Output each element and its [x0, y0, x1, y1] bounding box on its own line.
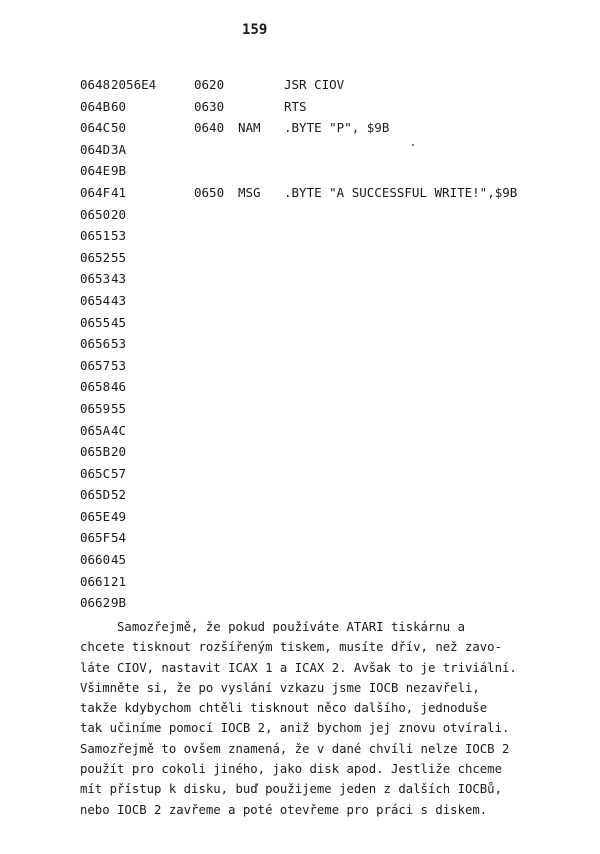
listing-line — [80, 268, 580, 290]
hex-bytes: 45 — [111, 552, 127, 568]
assembly-listing — [80, 74, 580, 614]
source-instruction: .BYTE "A SUCCESSFUL WRITE!",$9B — [284, 184, 518, 200]
listing-line — [80, 376, 580, 398]
listing-line — [80, 355, 580, 377]
memory-address: 065E — [80, 508, 111, 524]
listing-line — [80, 333, 580, 355]
source-line-number: 0640 — [194, 120, 225, 136]
listing-line — [80, 398, 580, 420]
listing-line — [80, 527, 580, 549]
listing-line — [80, 182, 580, 204]
paragraph-line: mít přístup k disku, buď použijeme jeden z dalších IOCBů, — [80, 782, 502, 797]
hex-bytes: 55 — [111, 400, 127, 416]
paragraph-line: láte CIOV, nastavit ICAX 1 a ICAX 2. Avšak to je triviální. — [80, 660, 517, 675]
listing-line — [80, 592, 580, 614]
hex-bytes: 50 — [111, 120, 127, 136]
source-instruction: RTS — [284, 98, 307, 114]
hex-bytes: 43 — [111, 271, 127, 287]
hex-bytes: 9B — [111, 595, 127, 611]
listing-line — [80, 290, 580, 312]
memory-address: 065D — [80, 487, 111, 503]
source-line-number: 0650 — [194, 184, 225, 200]
paragraph-line: tak učiníme pomocí IOCB 2, aniž bychom jej znovu otvírali. — [80, 721, 510, 736]
paragraph-line: Samozřejmě, že pokud používáte ATARI tiskárnu a — [80, 620, 465, 634]
listing-line — [80, 74, 580, 96]
listing-line — [80, 571, 580, 593]
memory-address: 065F — [80, 530, 111, 546]
source-line-number: 0630 — [194, 98, 225, 114]
hex-bytes: 53 — [111, 357, 127, 373]
hex-bytes: 3A — [111, 141, 127, 157]
hex-bytes: 46 — [111, 379, 127, 395]
listing-line — [80, 484, 580, 506]
listing-line — [80, 549, 580, 571]
listing-line — [80, 247, 580, 269]
listing-line — [80, 463, 580, 485]
hex-bytes: 2056E4 — [111, 77, 157, 92]
memory-address: 0650 — [80, 206, 111, 222]
paragraph-line: nebo IOCB 2 zavřeme a poté otevřeme pro práci s diskem. — [80, 802, 488, 817]
hex-bytes: 20 — [111, 206, 127, 222]
hex-bytes: 20 — [111, 444, 127, 460]
memory-address: 0660 — [80, 552, 111, 568]
memory-address: 0653 — [80, 271, 111, 287]
memory-address: 0658 — [80, 379, 111, 395]
hex-bytes: 52 — [111, 487, 127, 503]
memory-address: 0662 — [80, 595, 111, 611]
body-paragraph — [80, 617, 580, 820]
hex-bytes: 49 — [111, 508, 127, 524]
memory-address: 0648 — [80, 77, 111, 92]
memory-address: 0656 — [80, 336, 111, 352]
hex-bytes: 57 — [111, 465, 127, 481]
source-label: MSG — [238, 184, 261, 200]
memory-address: 064B — [80, 98, 111, 114]
source-instruction: .BYTE "P", $9B — [284, 120, 390, 136]
listing-line — [80, 420, 580, 442]
listing-line — [80, 117, 580, 139]
paragraph-line: použít pro cokoli jiného, jako disk apod. Jestliže chceme — [80, 762, 502, 777]
paragraph-line: Všimněte si, že po vyslání vzkazu jsme IOCB nezavřeli, — [80, 680, 480, 695]
listing-line — [80, 139, 580, 161]
listing-line — [80, 204, 580, 226]
hex-bytes: 54 — [111, 530, 127, 546]
memory-address: 0652 — [80, 249, 111, 265]
listing-line — [80, 96, 580, 118]
hex-bytes: 9B — [111, 163, 127, 179]
hex-bytes: 53 — [111, 336, 127, 352]
hex-bytes: 55 — [111, 249, 127, 265]
memory-address: 065C — [80, 465, 111, 481]
listing-line — [80, 160, 580, 182]
listing-line — [80, 506, 580, 528]
hex-bytes: 53 — [111, 228, 127, 244]
hex-bytes: 41 — [111, 184, 127, 200]
listing-line — [80, 312, 580, 334]
memory-address: 0661 — [80, 573, 111, 589]
source-instruction: JSR CIOV — [284, 77, 345, 92]
paragraph-line: takže kdybychom chtěli tisknout něco dalšího, jednoduše — [80, 701, 488, 716]
memory-address: 065B — [80, 444, 111, 460]
hex-bytes: 43 — [111, 292, 127, 308]
memory-address: 064C — [80, 120, 111, 136]
memory-address: 0655 — [80, 314, 111, 330]
memory-address: 0659 — [80, 400, 111, 416]
hex-bytes: 4C — [111, 422, 127, 438]
hex-bytes: 60 — [111, 98, 127, 114]
hex-bytes: 45 — [111, 314, 127, 330]
listing-line — [80, 225, 580, 247]
source-line-number: 0620 — [194, 77, 225, 92]
memory-address: 064E — [80, 163, 111, 179]
memory-address: 064D — [80, 141, 111, 157]
paragraph-line: Samozřejmě to ovšem znamená, že v dané chvíli nelze IOCB 2 — [80, 741, 510, 756]
memory-address: 065A — [80, 422, 111, 438]
hex-bytes: 21 — [111, 573, 127, 589]
source-label: NAM — [238, 120, 261, 136]
paragraph-line: chcete tisknout rozšířeným tiskem, musíte dřív, než zavo- — [80, 640, 502, 655]
memory-address: 0651 — [80, 228, 111, 244]
listing-line — [80, 441, 580, 463]
memory-address: 0657 — [80, 357, 111, 373]
memory-address: 064F — [80, 184, 111, 200]
page-number: 159 — [242, 22, 268, 38]
memory-address: 0654 — [80, 292, 111, 308]
